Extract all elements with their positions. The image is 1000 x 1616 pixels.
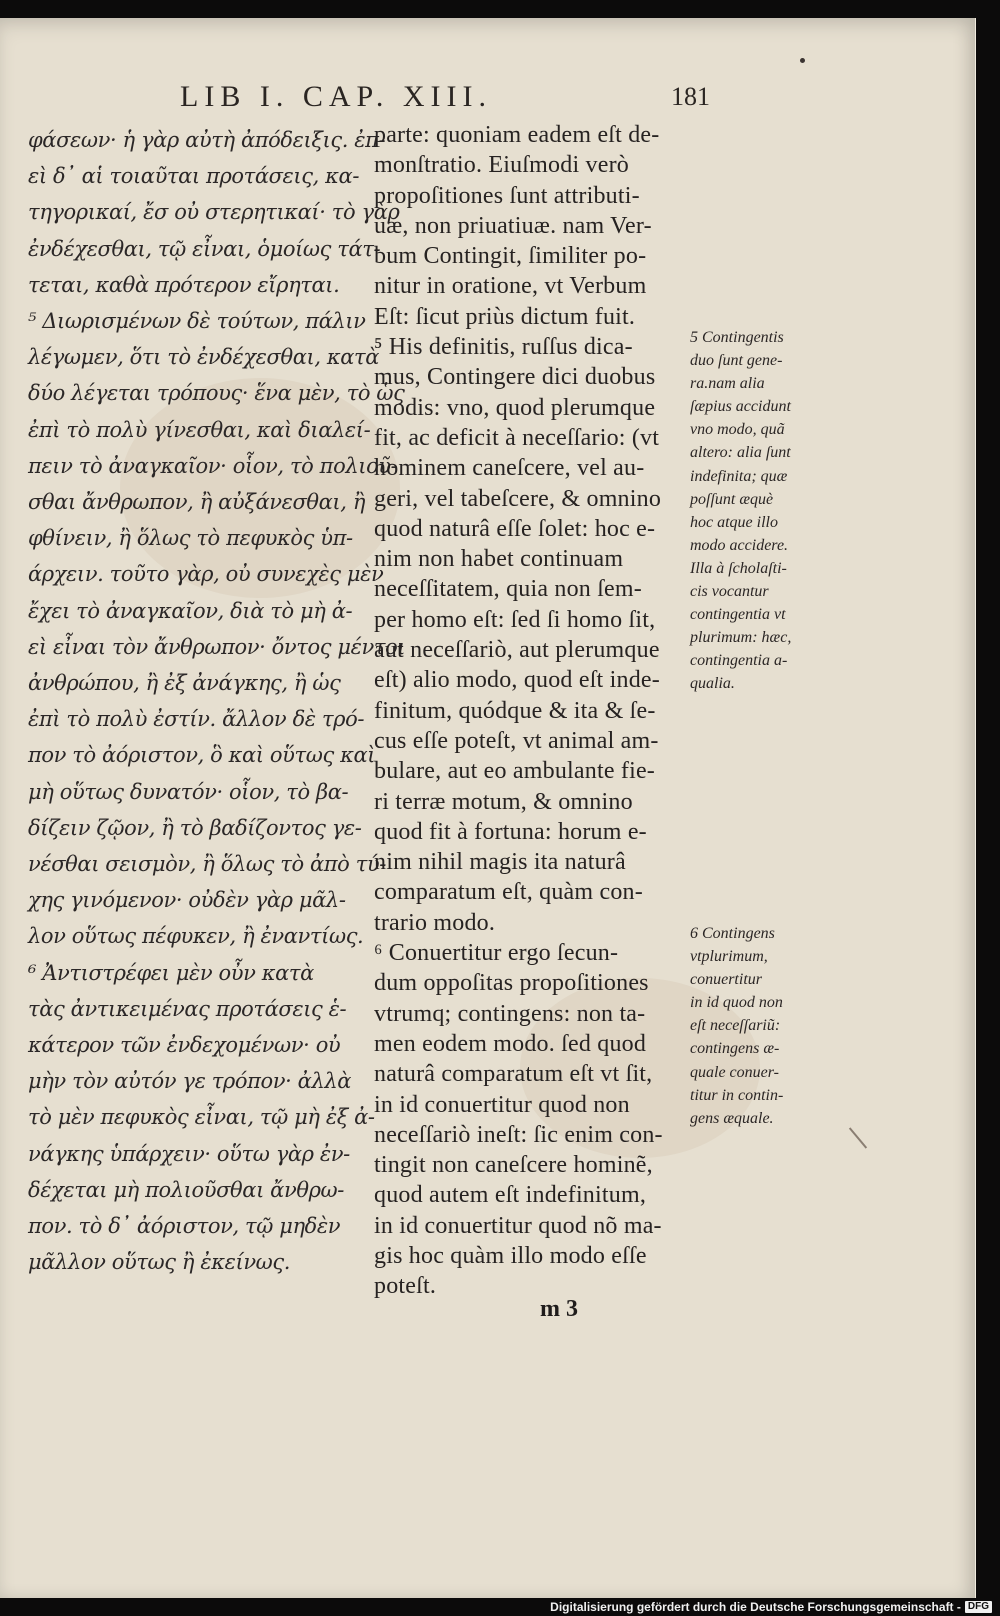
latin-line: neceſſariò ineſt: ſic enim con- <box>374 1121 663 1148</box>
latin-column <box>374 120 688 1302</box>
greek-line: σθαι ἄνθρωπον, ἢ αὐξάνεσθαι, ἢ <box>28 490 366 515</box>
latin-line: in id conuertitur quod non <box>374 1091 630 1118</box>
paper-tear-mark <box>849 1127 867 1148</box>
latin-line: propoſitiones ſunt attributi- <box>374 182 640 209</box>
latin-line: comparatum eſt, quàm con- <box>374 879 643 906</box>
margin-line: quale conuer- <box>690 1063 779 1081</box>
footer-text: Digitalisierung gefördert durch die Deutsche Forschungsgemeinschaft - <box>550 1600 961 1614</box>
greek-line: φθίνειν, ἢ ὅλως τὸ πεφυκὸς ὑπ- <box>28 526 353 551</box>
greek-line: δύο λέγεται τρόπους· ἕνα μὲν, τὸ ὡς <box>28 381 405 406</box>
latin-line: per homo eſt: ſed ſi homo ſit, <box>374 606 656 633</box>
running-head: LIB I. CAP. XIII. <box>180 80 492 113</box>
latin-line: ⁵ His definitis, ruſſus dica- <box>374 334 633 361</box>
latin-line: modis: vno, quod plerumque <box>374 394 656 421</box>
margin-line: titur in contin- <box>690 1086 784 1104</box>
greek-line: μὴν τὸν αὐτόν γε τρόπον· ἀλλὰ <box>28 1069 352 1094</box>
latin-line: nitur in oratione, vt Verbum <box>374 273 647 300</box>
margin-line: poſſunt æquè <box>690 490 774 508</box>
greek-line: ⁵ Διωρισμένων δὲ τούτων, πάλιν <box>28 309 366 334</box>
latin-line: uæ, non priuatiuæ. nam Ver- <box>374 212 652 239</box>
margin-line: contingens æ- <box>690 1040 780 1058</box>
latin-line: quod fit à fortuna: horum e- <box>374 818 647 845</box>
latin-line: finitum, quódque & ita & ſe- <box>374 697 656 724</box>
margin-line: altero: alia ſunt <box>690 444 791 462</box>
latin-line: parte: quoniam eadem eſt de- <box>374 122 660 148</box>
latin-line: gis hoc quàm illo modo eſſe <box>374 1242 647 1269</box>
greek-line: εὶ εἶναι τὸν ἄνθρωπον· ὄντος μέντοι <box>28 634 406 659</box>
greek-line: άρχειν. τοῦτο γὰρ, οὐ συνεχὲς μὲν <box>28 562 384 587</box>
greek-line: τὰς ἀντικειμένας προτάσεις ἑ- <box>28 996 347 1021</box>
margin-line: qualia. <box>690 675 735 693</box>
latin-line: aut neceſſariò, aut plerumque <box>374 637 660 664</box>
latin-line: in id conuertitur quod nõ ma- <box>374 1212 662 1239</box>
latin-line: neceſſitatem, quia non ſem- <box>374 576 642 603</box>
margin-line: vno modo, quã <box>690 421 785 439</box>
latin-line: poteſt. <box>374 1273 437 1300</box>
greek-line: τὸ μὲν πεφυκὸς εἶναι, τῷ μὴ ἐξ ἀ- <box>28 1105 375 1130</box>
greek-line: τηγορικαί, ἔσ οὐ στερητικαί· τὸ γὰρ <box>28 200 400 225</box>
signature-mark: m 3 <box>540 1296 578 1322</box>
greek-line: λέγωμεν, ὅτι τὸ ἐνδέχεσθαι, κατὰ <box>28 345 380 370</box>
book-page <box>0 18 976 1598</box>
margin-line: Illa à ſcholaſti- <box>690 559 787 577</box>
latin-line: hominem caneſcere, vel au- <box>374 455 645 482</box>
latin-line: men eodem modo. ſed quod <box>374 1030 647 1057</box>
margin-line: vtplurimum, <box>690 948 768 966</box>
margin-line: plurimum: hæc, <box>690 629 792 647</box>
digitization-footer <box>550 1598 992 1616</box>
margin-line: gens æquale. <box>690 1109 774 1127</box>
latin-line: bum Contingit, ſimiliter po- <box>374 243 647 270</box>
latin-line: geri, vel tabeſcere, & omnino <box>374 485 662 512</box>
greek-line: τεται, καθὰ πρότερον εἴρηται. <box>28 272 340 297</box>
latin-line: nim nihil magis ita naturâ <box>374 849 626 876</box>
margin-line: hoc atque illo <box>690 513 778 531</box>
latin-line: trario modo. <box>374 909 496 936</box>
greek-line: πειν τὸ ἀναγκαῖον· οἷον, τὸ πολιοῦ- <box>28 453 398 478</box>
latin-line: tingit non caneſcere hominẽ, <box>374 1152 653 1179</box>
margin-line: in id quod non <box>690 994 783 1012</box>
greek-line: ἐπὶ τὸ πολὺ γίνεσθαι, καὶ διαλεί- <box>28 417 371 442</box>
margin-line: indefinita; quæ <box>690 467 788 485</box>
greek-line: λον οὕτως πέφυκεν, ἢ ἐναντίως. <box>28 924 364 949</box>
margin-line: cis vocantur <box>690 583 769 601</box>
latin-line: quod autem eſt indefinitum, <box>374 1182 647 1209</box>
latin-line: cus eſſe poteſt, vt animal am- <box>374 727 659 754</box>
latin-line: ⁶ Conuertitur ergo ſecun- <box>374 940 619 967</box>
latin-line: bulare, aut eo ambulante fie- <box>374 758 656 785</box>
greek-line: ἐνδέχεσθαι, τῷ εἶναι, ὁμοίως τάτ- <box>28 236 381 261</box>
page-number: 181 <box>671 82 710 111</box>
greek-line: φάσεων· ἡ γὰρ αὐτὴ ἀπόδειξις. ἐπ- <box>28 128 386 152</box>
greek-line: δίζειν ζῷον, ἢ τὸ βαδίζοντος γε- <box>28 815 362 840</box>
greek-line: εὶ δ᾽ αἱ τοιαῦται προτάσεις, κα- <box>28 164 360 189</box>
margin-line: contingentia vt <box>690 606 786 624</box>
margin-note-6 <box>690 922 830 1130</box>
greek-line: χης γινόμενον· οὐδὲν γὰρ μᾶλ- <box>28 888 346 913</box>
paper-mark <box>800 58 805 63</box>
latin-line: dum oppoſitas propoſitiones <box>374 970 649 997</box>
latin-line: mus, Contingere dici duobus <box>374 364 656 391</box>
greek-line: μᾶλλον οὕτως ἢ ἐκείνως. <box>28 1250 291 1275</box>
latin-line: Eſt: ſicut priùs dictum fuit. <box>374 303 636 330</box>
dfg-logo: DFG <box>965 1601 992 1613</box>
latin-line: nim non habet continuam <box>374 546 624 573</box>
latin-line: vtrumq; contingens: non ta- <box>374 1000 646 1027</box>
greek-line: νάγκης ὑπάρχειν· οὕτω γὰρ ἐν- <box>28 1141 350 1166</box>
margin-line: ra.nam alia <box>690 375 765 393</box>
greek-line: ἔχει τὸ ἀναγκαῖον, διὰ τὸ μὴ ἀ- <box>28 598 353 623</box>
greek-column <box>28 122 406 1281</box>
margin-line: 6 Contingens <box>690 925 775 942</box>
greek-line: κάτερον τῶν ἐνδεχομένων· οὐ <box>28 1033 341 1058</box>
latin-line: monſtratio. Eiuſmodi verò <box>374 152 629 179</box>
margin-line: duo ſunt gene- <box>690 352 783 370</box>
margin-line: modo accidere. <box>690 536 789 554</box>
latin-line: fit, ac deficit à neceſſario: (vt <box>374 424 660 451</box>
latin-line: ri terræ motum, & omnino <box>374 788 633 815</box>
greek-line: δέχεται μὴ πολιοῦσθαι ἄνθρω- <box>28 1177 344 1202</box>
margin-line: 5 Contingentis <box>690 329 784 346</box>
latin-line: eſt) alio modo, quod eſt inde- <box>374 667 660 694</box>
latin-line: quod naturâ eſſe ſolet: hoc e- <box>374 515 656 542</box>
page-header <box>170 80 710 116</box>
latin-line: naturâ comparatum eſt vt ſit, <box>374 1061 653 1088</box>
margin-line: conuertitur <box>690 971 762 989</box>
margin-line: ſæpius accidunt <box>690 398 791 416</box>
greek-line: πον. τὸ δ᾽ ἀόριστον, τῷ μηδὲν <box>28 1214 341 1239</box>
greek-line: νέσθαι σεισμὸν, ἢ ὅλως τὸ ἀπὸ τύ- <box>28 852 386 877</box>
margin-line: contingentia a- <box>690 652 788 670</box>
margin-line: eſt neceſſariũ: <box>690 1017 781 1035</box>
greek-line: πον τὸ ἀόριστον, ὃ καὶ οὕτως καὶ <box>28 743 376 768</box>
greek-line: ἀνθρώπου, ἢ ἐξ ἀνάγκης, ἢ ὡς <box>28 671 341 696</box>
greek-line: ⁶ Ἀντιστρέφει μὲν οὖν κατὰ <box>28 960 314 985</box>
greek-line: ἐπὶ τὸ πολὺ ἐστίν. ἄλλον δὲ τρό- <box>28 707 365 732</box>
margin-note-5 <box>690 326 830 696</box>
greek-line: μὴ οὕτως δυνατόν· οἷον, τὸ βα- <box>28 779 349 804</box>
